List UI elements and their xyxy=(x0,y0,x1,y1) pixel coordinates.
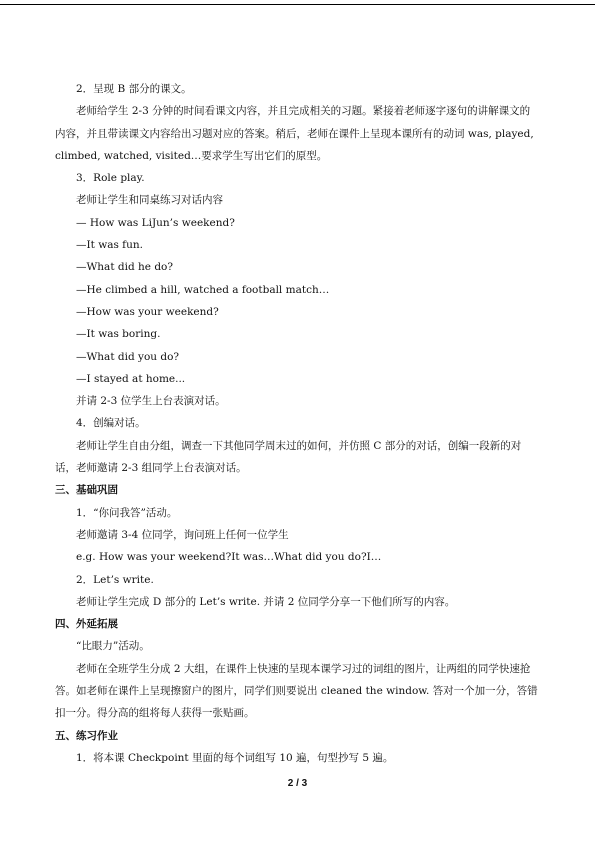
paragraph: —He climbed a hill, watched a football match… xyxy=(76,283,330,296)
paragraph: 1．“你问我答”活动。 xyxy=(76,506,178,519)
paragraph: — How was LiJun’s weekend? xyxy=(76,216,235,229)
paragraph: 1．将本课 Checkpoint 里面的每个词组写 10 遍，句型抄写 5 遍。 xyxy=(76,751,394,764)
paragraph: e.g. How was your weekend?It was…What did you do?I… xyxy=(76,551,382,564)
paragraph: —How was your weekend? xyxy=(76,305,219,318)
paragraph: —It was fun. xyxy=(76,239,143,252)
paragraph: 4．创编对话。 xyxy=(76,417,146,430)
section-heading: 四、外延拓展 xyxy=(55,618,118,631)
page-number: 2 / 3 xyxy=(287,778,308,789)
section-heading: 五、练习作业 xyxy=(55,729,118,742)
paragraph: 2．呈现 B 部分的课文。 xyxy=(76,83,192,95)
paragraph: —I stayed at home... xyxy=(76,372,186,385)
paragraph: 2．Let’s write. xyxy=(76,573,154,586)
paragraph: —What did he do? xyxy=(76,261,173,274)
paragraph: 老师让学生自由分组，调查一下其他同学周末过的如何，并仿照 C 部分的对话，创编一段新的对话，老师邀请 2-3 组同学上台表演对话。 xyxy=(55,439,522,475)
paragraph: —What did you do? xyxy=(76,350,180,363)
paragraph: “比眼力”活动。 xyxy=(76,640,150,653)
paragraph: 老师让学生和同桌练习对话内容 xyxy=(76,194,223,207)
top-rule xyxy=(0,4,595,5)
paragraph: 并请 2-3 位学生上台表演对话。 xyxy=(76,395,226,408)
paragraph: —It was boring. xyxy=(76,328,161,341)
paragraph: 老师给学生 2-3 分钟的时间看课文内容，并且完成相关的习题。紧接着老师逐字逐句的讲解课文的内容，并且带读课文内容给出习题对应的答案。稍后，老师在课件上呈现本课所有的动词 was, played, climbed, watched, visited…要求学生写出它们的原型。 xyxy=(55,105,534,162)
paragraph: 3．Role play. xyxy=(76,172,145,185)
section-heading: 三、基础巩固 xyxy=(55,484,118,497)
paragraph: 老师让学生完成 D 部分的 Let’s write. 并请 2 位同学分享一下他们所写的内容。 xyxy=(76,595,456,608)
paragraph: 老师在全班学生分成 2 大组，在课件上快速的呈现本课学习过的词组的图片，让两组的同学快速抢答。如老师在课件上呈现擦窗户的图片，同学们则要说出 cleaned the window. 答对一个加一分，答错扣一分。得分高的组将每人获得一张贴画。 xyxy=(55,662,538,720)
document-body xyxy=(55,78,540,769)
paragraph: 老师邀请 3-4 位同学，询问班上任何一位学生 xyxy=(76,528,289,541)
